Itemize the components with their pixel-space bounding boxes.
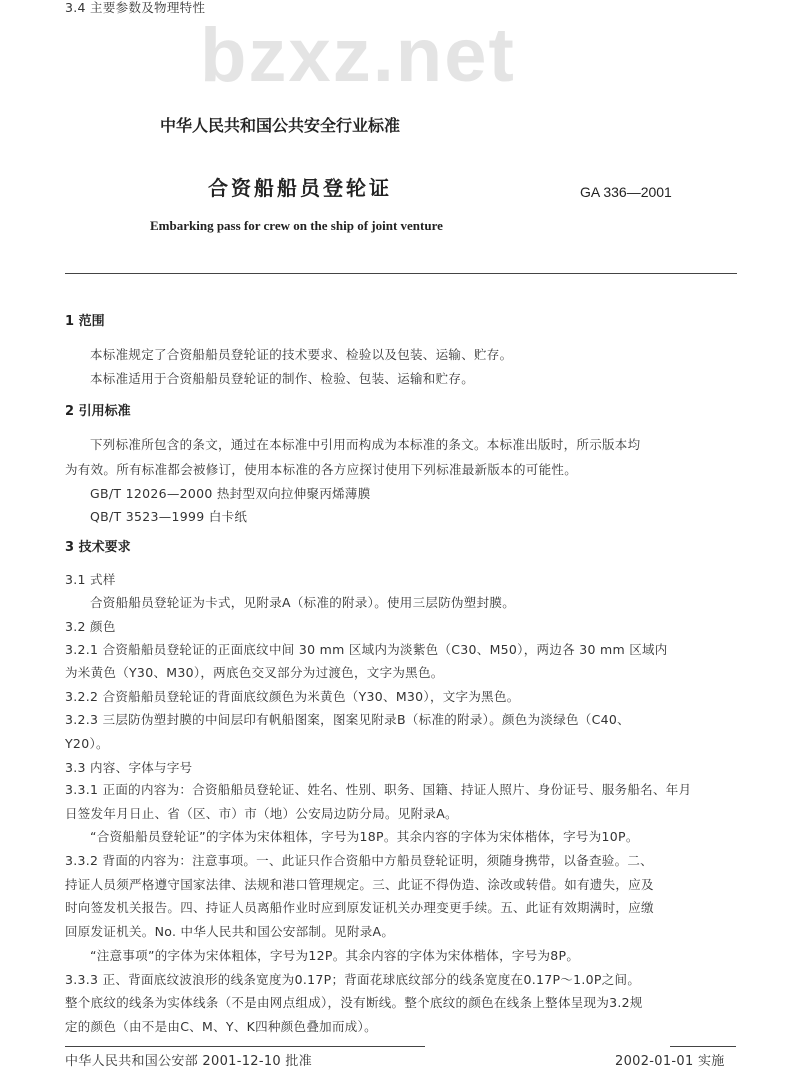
paragraph-line: 3.2 颜色 <box>65 619 116 634</box>
paragraph-line: “注意事项”的字体为宋体粗体，字号为12P。其余内容的字体为宋体楷体，字号为8P。 <box>90 948 580 963</box>
paragraph-line: 3.3.1 正面的内容为：合资船船员登轮证、姓名、性别、职务、国籍、持证人照片、身份证号、服务船名、年月 <box>65 782 692 797</box>
footer-divider-left <box>65 1046 425 1047</box>
paragraph-line: QB/T 3523—1999 白卡纸 <box>90 509 248 524</box>
paragraph-line: 3.3.3 正、背面底纹波浪形的线条宽度为0.17P；背面花球底纹部分的线条宽度在0.17P～1.0P之间。 <box>65 972 641 987</box>
header-divider <box>65 273 737 274</box>
paragraph-line: 3.3.2 背面的内容为：注意事项。一、此证只作合资船中方船员登轮证明，须随身携带，以备查验。二、 <box>65 853 653 868</box>
implementation-date: 2002-01-01 实施 <box>615 1054 725 1069</box>
english-title: Embarking pass for crew on the ship of joint venture <box>150 218 443 233</box>
paragraph-line: 3.2.3 三层防伪塑封膜的中间层印有帆船图案，图案见附录B（标准的附录）。颜色为淡绿色（C40、 <box>65 712 630 727</box>
section-heading: 2 引用标准 <box>65 404 131 419</box>
paragraph-line: 下列标准所包含的条文，通过在本标准中引用而构成为本标准的条文。本标准出版时，所示版本均 <box>90 437 641 452</box>
section-heading: 1 范围 <box>65 314 105 329</box>
paragraph-line: 时向签发机关报告。四、持证人员离船作业时应到原发证机关办理变更手续。五、此证有效期满时，应缴 <box>65 900 654 915</box>
paragraph-line: 为米黄色（Y30、M30），两底色交叉部分为过渡色，文字为黑色。 <box>65 665 444 680</box>
standard-number: GA 336—2001 <box>580 184 672 200</box>
paragraph-line: GB/T 12026—2000 热封型双向拉伸聚丙烯薄膜 <box>90 486 371 501</box>
paragraph-line: 3.2.1 合资船船员登轮证的正面底纹中间 30 mm 区域内为淡紫色（C30、M50），两边各 30 mm 区域内 <box>65 642 668 657</box>
paragraph-line: 本标准规定了合资船船员登轮证的技术要求、检验以及包装、运输、贮存。 <box>90 347 513 362</box>
paragraph-line: 整个底纹的线条为实体线条（不是由网点组成），没有断线。整个底纹的颜色在线条上整体呈现为3.2规 <box>65 995 643 1010</box>
paragraph-line: 3.1 式样 <box>65 572 116 587</box>
footer-divider-right <box>670 1046 736 1047</box>
paragraph-line: 3.4 主要参数及物理特性 <box>65 0 206 15</box>
paragraph-line: Y20）。 <box>65 736 109 751</box>
paragraph-line: 日签发年月日止、省（区、市）市（地）公安局边防分局。见附录A。 <box>65 806 458 821</box>
paragraph-line: 回原发证机关。No. 中华人民共和国公安部制。见附录A。 <box>65 924 395 939</box>
watermark: bzxz.net <box>200 13 516 98</box>
paragraph-line: 本标准适用于合资船船员登轮证的制作、检验、包装、运输和贮存。 <box>90 371 475 386</box>
paragraph-line: 3.2.2 合资船船员登轮证的背面底纹颜色为米黄色（Y30、M30），文字为黑色。 <box>65 689 520 704</box>
approval-note: 中华人民共和国公安部 2001-12-10 批准 <box>65 1054 313 1069</box>
paragraph-line: 持证人员须严格遵守国家法律、法规和港口管理规定。三、此证不得伪造、涂改或转借。如有遗失，应及 <box>65 877 654 892</box>
section-heading: 3 技术要求 <box>65 540 131 555</box>
paragraph-line: 3.3 内容、字体与字号 <box>65 760 193 775</box>
paragraph-line: 定的颜色（由不是由C、M、Y、K四种颜色叠加而成）。 <box>65 1019 377 1034</box>
document-title: 合资船船员登轮证 <box>208 176 392 200</box>
paragraph-line: “合资船船员登轮证”的字体为宋体粗体，字号为18P。其余内容的字体为宋体楷体，字号为10P。 <box>90 829 639 844</box>
paragraph-line: 合资船船员登轮证为卡式，见附录A（标准的附录）。使用三层防伪塑封膜。 <box>90 595 516 610</box>
paragraph-line: 为有效。所有标准都会被修订，使用本标准的各方应探讨使用下列标准最新版本的可能性。 <box>65 462 578 477</box>
org-title: 中华人民共和国公共安全行业标准 <box>160 116 401 135</box>
